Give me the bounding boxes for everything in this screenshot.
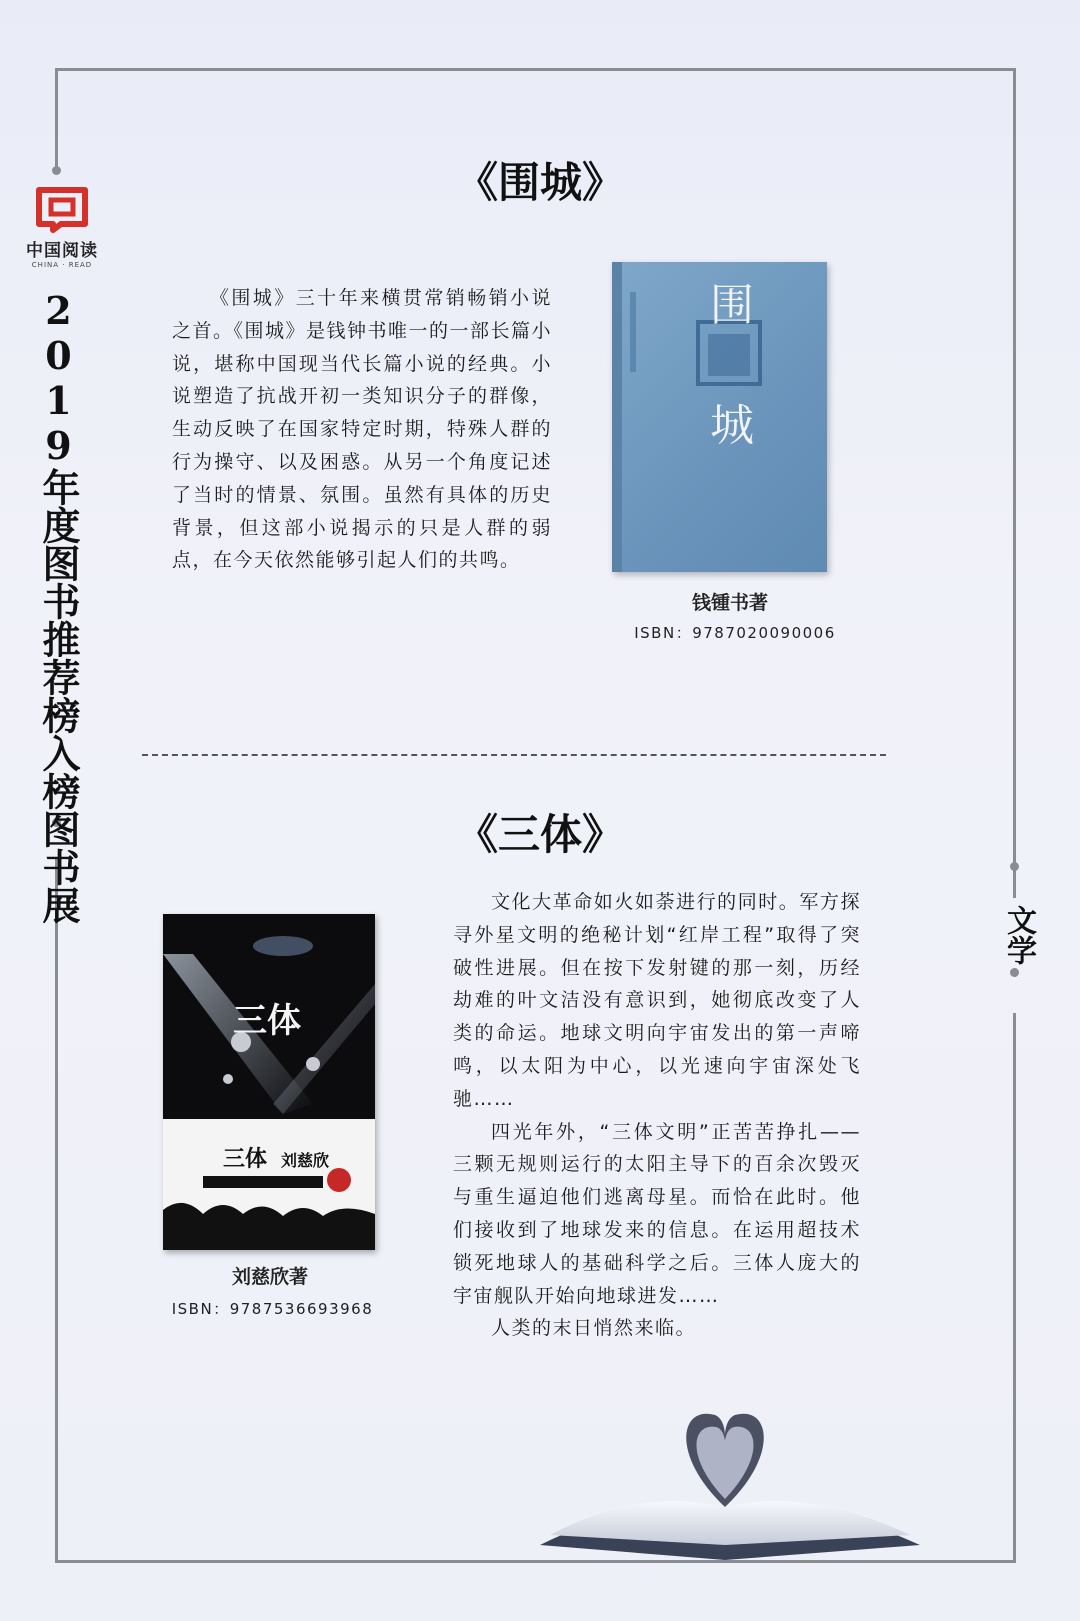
book-cover-santi — [163, 914, 375, 1250]
cover-author-text: 刘慈欣 — [281, 1151, 330, 1170]
cover-art — [163, 914, 375, 1250]
open-book-illustration — [520, 1395, 940, 1565]
cover-title-char: 城 — [710, 400, 754, 451]
book-description — [453, 886, 861, 1345]
logo-text-en: CHINA · READ — [31, 261, 93, 269]
book-isbn: ISBN：9787020090006 — [634, 624, 836, 642]
cover-title-text: 三体 — [233, 1001, 301, 1041]
cover-title-text-small: 三体 — [223, 1146, 268, 1172]
frame-dot — [1010, 862, 1019, 871]
category-label: 文学 — [1001, 905, 1036, 965]
cover-title-char: 围 — [710, 280, 754, 331]
description-paragraph: 人类的末日悄然来临。 — [491, 1317, 697, 1340]
book-author: 钱锺书著 — [691, 592, 768, 614]
description-paragraph: 四光年外，“三体文明”正苦苦挣扎——三颗无规则运行的太阳主导下的百余次毁灭与重生逼迫他们逃离母星。而恰在此时。他们接收到了地球发来的信息。在运用超技术锁死地球人的基础科学之后。三体人庞大的宇宙舰队开始向地球进发…… — [453, 1120, 861, 1307]
frame-left-line-lower — [55, 858, 58, 1563]
book-description — [172, 282, 552, 577]
frame-top-line — [55, 68, 1015, 71]
book-title: 《三体》 — [455, 810, 624, 859]
description-paragraph: 《围城》三十年来横贯常销畅销小说之首。《围城》是钱钟书唯一的一部长篇小说，堪称中国现当代长篇小说的经典。小说塑造了抗战开初一类知识分子的群像，生动反映了在国家特定时期，特殊人群的行为操守、以及困惑。从另一个角度记述了当时的情景、氛围。虽然有具体的历史背景，但这部小说揭示的只是人群的弱点，在今天依然能够引起人们的共鸣。 — [172, 287, 553, 572]
book-cover-weicheng — [612, 262, 827, 572]
description-paragraph: 文化大革命如火如荼进行的同时。军方探寻外星文明的绝秘计划“红岸工程”取得了突破性进展。但在按下发射键的那一刻，历经劫难的叶文洁没有意识到，她彻底改变了人类的命运。地球文明向宇宙发出的第一声啼鸣，以太阳为中心，以光速向宇宙深处飞驰…… — [453, 891, 861, 1110]
cover-art — [612, 262, 827, 572]
logo-text-cn: 中国阅读 — [26, 241, 98, 261]
section-divider — [142, 754, 886, 756]
book-author: 刘慈欣著 — [231, 1266, 308, 1288]
frame-right-line-lower — [1013, 1013, 1016, 1563]
frame-dot — [1010, 968, 1019, 977]
exhibition-title: 2019年度图书推荐榜入榜图书展 — [36, 288, 81, 924]
book-isbn: ISBN：9787536693968 — [171, 1300, 374, 1318]
book-title: 《围城》 — [455, 158, 624, 207]
